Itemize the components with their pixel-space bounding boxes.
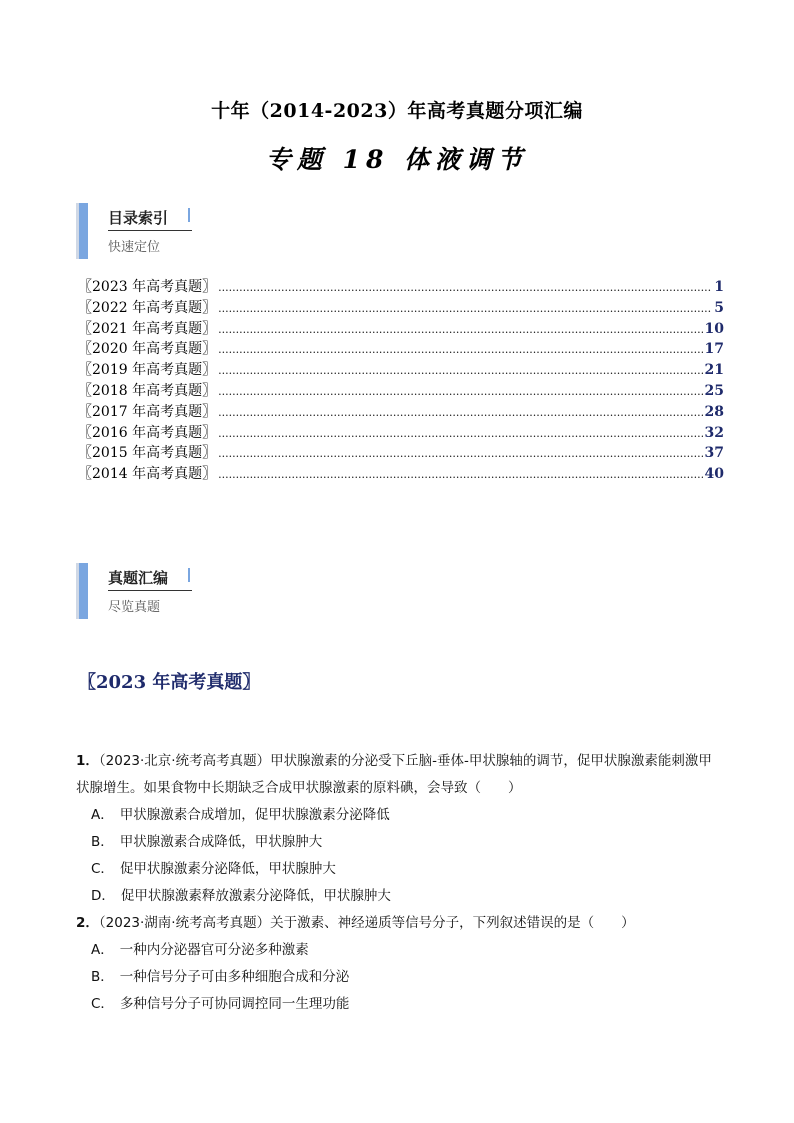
toc-entry[interactable] [78,318,724,339]
question-stem [76,748,726,775]
toc-entry-title: 〖2017 年高考真题〗 [78,403,217,420]
toc-entry[interactable] [78,422,724,443]
option-letter: B． [91,969,114,985]
toc-entry-title: 〖2021 年高考真题〗 [78,320,217,337]
option-text: 甲状腺激素合成增加，促甲状腺激素分泌降低 [119,807,390,823]
option-text: 一种信号分子可由多种细胞合成和分泌 [119,969,350,985]
option-text: 多种信号分子可协同调控同一生理功能 [119,996,350,1012]
toc-entry-page: 28 [704,403,724,420]
question-item [76,748,726,910]
toc-entry-page: 5 [714,299,724,316]
toc-entry[interactable] [78,338,724,359]
section-label: 真题汇编 [108,569,169,587]
toc-entry-page: 17 [704,341,724,358]
section-sublabel: 尽览真题 [108,600,161,615]
question-stem-continued: 状腺增生。如果食物中长期缺乏合成甲状腺激素的原料碘，会导致（ ） [76,780,522,796]
section-underline [108,230,192,231]
question-number: 2． [76,915,99,931]
answer-option[interactable] [76,883,726,910]
toc-entry-page: 40 [704,466,724,483]
option-text: 甲状腺激素合成降低，甲状腺肿大 [119,834,323,850]
section-accent-bar [76,563,84,619]
toc-entry-page: 1 [714,279,724,295]
toc-entry[interactable] [78,463,724,484]
toc-entry-page: 37 [704,445,724,462]
toc-entry-page: 32 [704,424,724,441]
toc-entry-page: 10 [704,320,724,337]
toc-entry-title: 〖2014 年高考真题〗 [78,466,217,483]
toc-entry-title: 〖2023 年高考真题〗 [78,279,217,295]
option-letter: C． [91,861,114,877]
toc-leader-dots [218,302,712,315]
question-text: 甲状腺激素的分泌受下丘脑-垂体-甲状腺轴的调节，促甲状腺激素能刺激甲 [270,753,712,769]
year-heading: 〖2023 年高考真题〗 [78,672,261,693]
section-accent-bar [76,203,84,259]
toc-entry-page: 21 [704,362,724,379]
table-of-contents [78,276,724,484]
option-letter: A． [91,807,114,823]
topic-title: 专题 18 体液调节 [265,145,529,174]
answer-option[interactable] [76,829,726,856]
option-letter: B． [91,834,114,850]
toc-leader-dots [218,281,712,294]
toc-entry[interactable] [78,380,724,401]
answer-option[interactable] [76,937,726,964]
section-tick-mark [188,568,190,582]
option-text: 一种内分泌器官可分泌多种激素 [119,942,309,958]
toc-leader-dots [218,323,702,336]
toc-entry-title: 〖2019 年高考真题〗 [78,362,217,379]
option-text: 促甲状腺激素释放激素分泌降低，甲状腺肿大 [120,888,391,904]
toc-entry-title: 〖2022 年高考真题〗 [78,299,217,316]
option-letter: C． [91,996,114,1012]
document-title: 十年（2014-2023）年高考真题分项汇编 [211,100,583,122]
toc-entry-title: 〖2018 年高考真题〗 [78,382,217,399]
question-number: 1． [76,753,99,769]
answer-option[interactable] [76,964,726,991]
question-source: （2023·湖南·统考高考真题） [98,915,271,931]
toc-entry[interactable] [78,359,724,380]
toc-leader-dots [218,343,702,356]
question-source: （2023·北京·统考高考真题） [98,753,271,769]
toc-entry-title: 〖2020 年高考真题〗 [78,341,217,358]
toc-leader-dots [218,385,702,398]
toc-leader-dots [218,468,702,481]
section-label: 目录索引 [108,209,169,227]
answer-option[interactable] [76,802,726,829]
option-text: 促甲状腺激素分泌降低，甲状腺肿大 [119,861,336,877]
toc-leader-dots [218,406,702,419]
toc-entry[interactable] [78,297,724,318]
question-item [76,910,726,1018]
option-letter: A． [91,942,114,958]
toc-entry-page: 25 [704,382,724,399]
toc-leader-dots [218,364,702,377]
toc-entry-title: 〖2015 年高考真题〗 [78,445,217,462]
toc-entry[interactable] [78,276,724,297]
toc-entry[interactable] [78,401,724,422]
toc-entry-title: 〖2016 年高考真题〗 [78,424,217,441]
section-underline [108,590,192,591]
answer-option[interactable] [76,856,726,883]
toc-leader-dots [218,447,702,460]
question-text: 关于激素、神经递质等信号分子，下列叙述错误的是（ ） [270,915,635,931]
toc-leader-dots [218,427,702,440]
section-sublabel: 快速定位 [108,240,161,255]
answer-option[interactable] [76,991,726,1018]
question-list [76,748,726,1018]
option-letter: D． [91,888,115,904]
question-stem [76,910,726,937]
toc-entry[interactable] [78,442,724,463]
section-tick-mark [188,208,190,222]
